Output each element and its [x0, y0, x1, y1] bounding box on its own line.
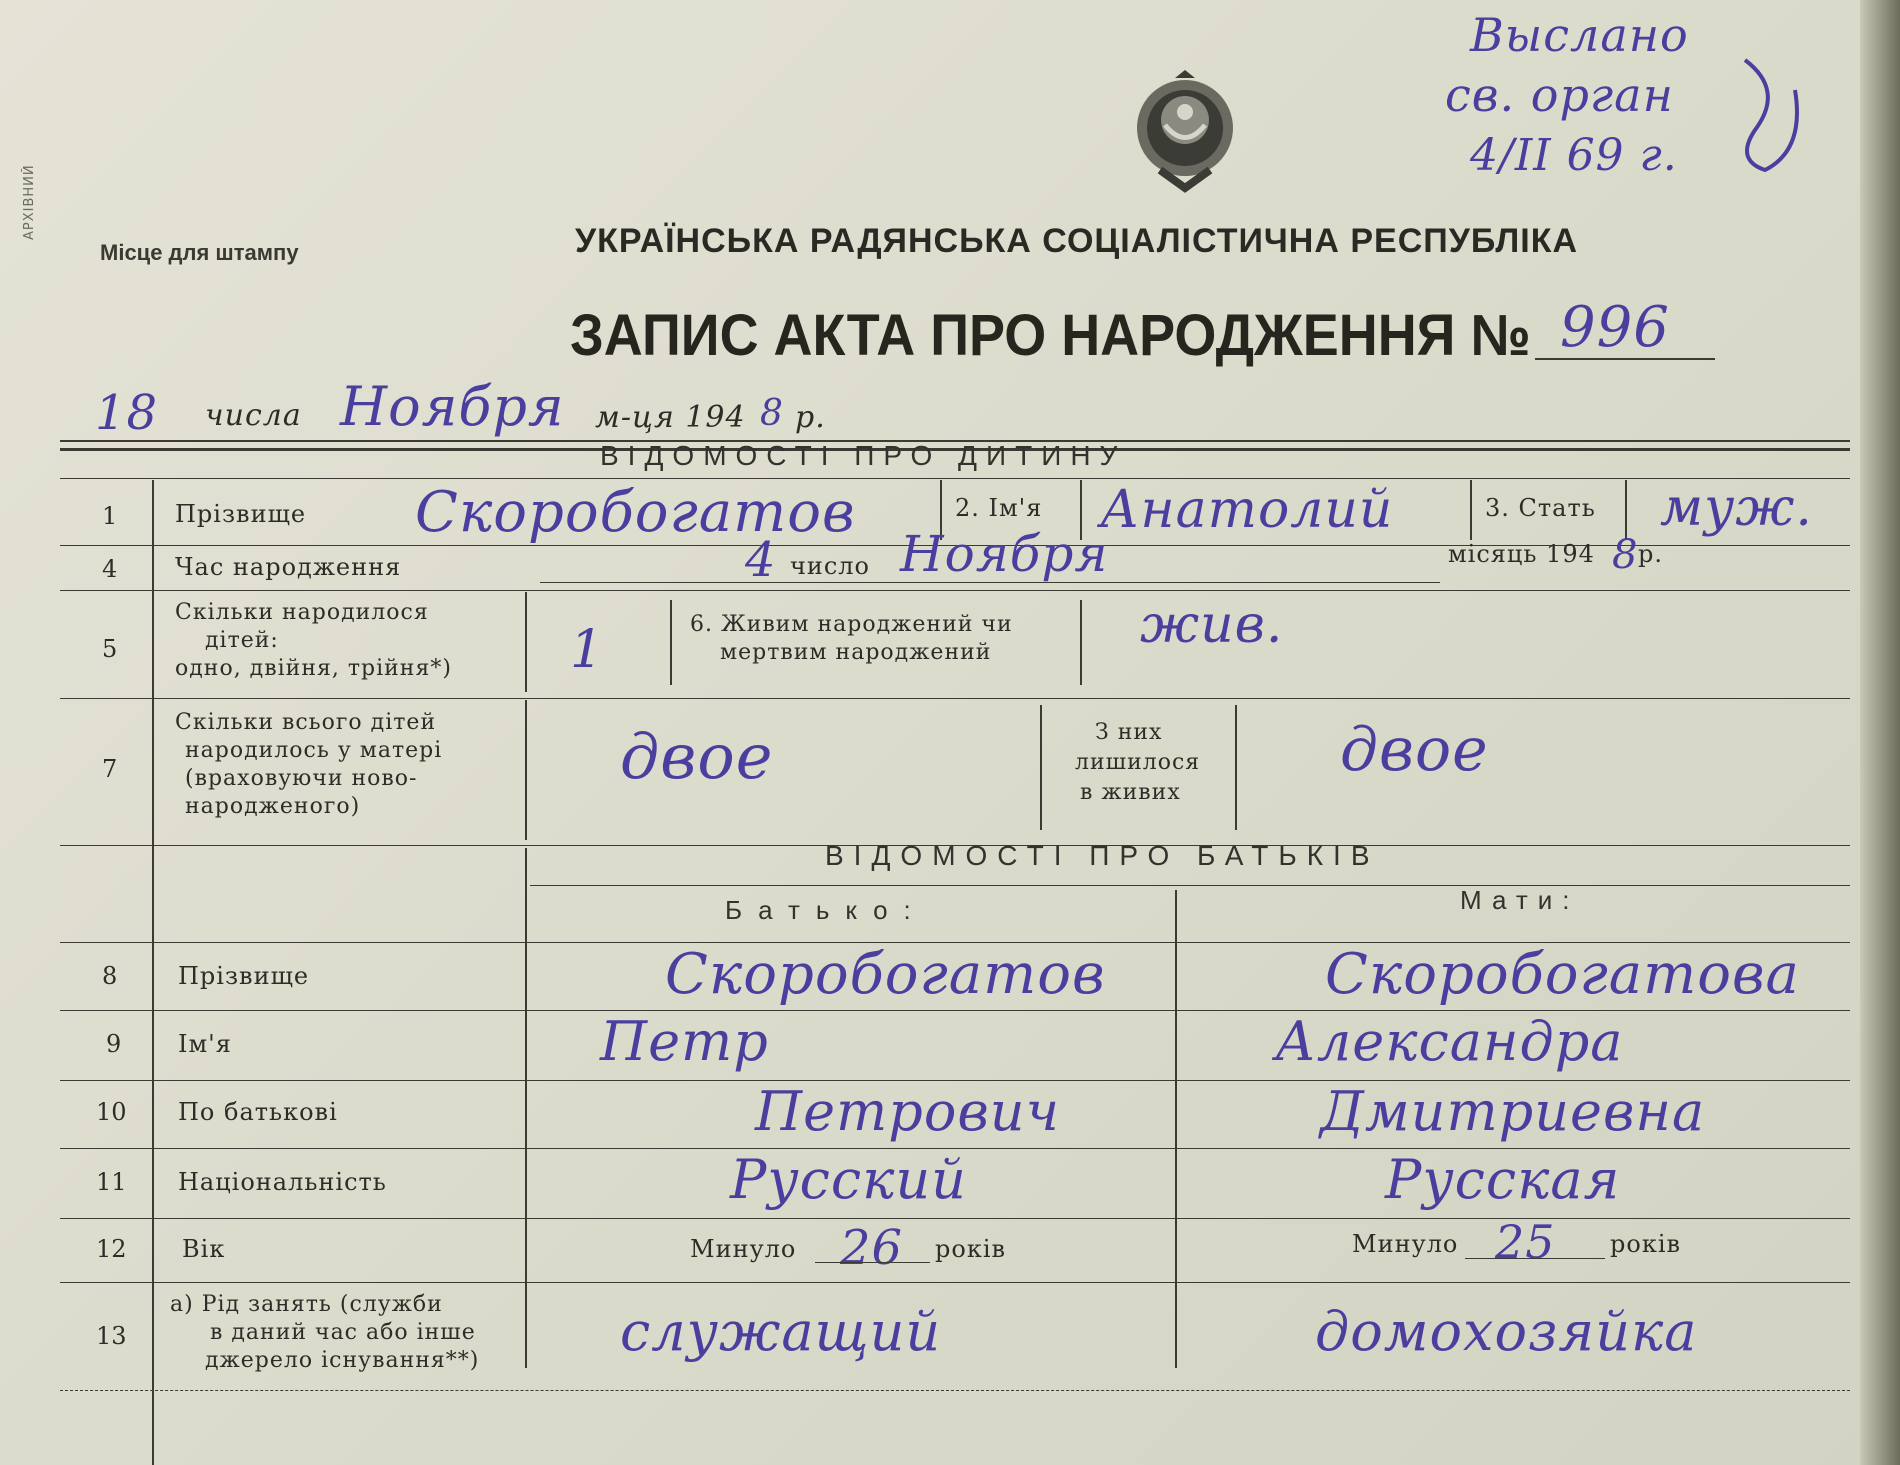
- document-title: ЗАПИС АКТА ПРО НАРОДЖЕННЯ №: [570, 303, 1531, 368]
- father-mother-divider: [1175, 890, 1177, 1368]
- children-born-count[interactable]: 1: [570, 620, 605, 680]
- row7-label-l2: народилось у матері: [185, 738, 443, 763]
- row4-label: Час народження: [175, 553, 402, 581]
- row10-number: 10: [96, 1098, 127, 1126]
- row13-label-l1: а) Рід занять (служби: [170, 1292, 443, 1317]
- row7-div-b: [1040, 705, 1042, 830]
- father-occupation[interactable]: служащий: [620, 1300, 942, 1363]
- father-age-underline: [815, 1262, 930, 1263]
- child-section-header: ВІДОМОСТІ ПРО ДИТИНУ: [600, 440, 1127, 471]
- row7-label-l1: Скільки всього дітей: [175, 710, 437, 735]
- row12-number: 12: [96, 1235, 127, 1263]
- date-year-digit: 8: [760, 393, 784, 434]
- sent-note-line2: св. орган: [1445, 68, 1674, 122]
- row5-number: 5: [102, 635, 118, 663]
- row6-label-l1: 6. Живим народжений чи: [690, 612, 1013, 637]
- state-emblem: [1125, 70, 1245, 195]
- row13-bottom: [60, 1390, 1850, 1391]
- row4-number: 4: [102, 555, 118, 583]
- row5-div-b: [670, 600, 672, 685]
- father-surname[interactable]: Скоробогатов: [665, 942, 1106, 1007]
- stamp-place-label: Місце для штампу: [100, 240, 299, 265]
- row5-div-a: [525, 592, 527, 692]
- child-header-line: [60, 478, 1850, 479]
- row1-label: Прізвище: [175, 500, 307, 528]
- row7-div-a: [525, 700, 527, 840]
- row6-label-l2: мертвим народжений: [720, 640, 992, 665]
- num-col-divider: [152, 480, 154, 1465]
- row13-label-l2: в даний час або інше: [210, 1320, 476, 1345]
- row7-div-c: [1235, 705, 1237, 830]
- mother-header: Мати:: [1460, 885, 1580, 915]
- father-patronymic[interactable]: Петрович: [755, 1080, 1061, 1143]
- row2-label: 2. Ім'я: [955, 494, 1043, 522]
- date-day: 18: [95, 385, 159, 441]
- father-nationality[interactable]: Русский: [730, 1148, 967, 1211]
- row3-label: 3. Стать: [1485, 494, 1596, 522]
- row9-number: 9: [106, 1030, 122, 1058]
- binding-edge: [1860, 0, 1900, 1465]
- row7-sub-l2: лишилося: [1075, 750, 1201, 775]
- row9-label: Ім'я: [178, 1030, 232, 1058]
- row13-label-l3: джерело існування**): [205, 1348, 480, 1373]
- row6-div: [1080, 600, 1082, 685]
- birth-month[interactable]: Ноября: [900, 525, 1109, 583]
- row7-sub-l3: в живих: [1080, 780, 1181, 805]
- birth-day-label: число: [790, 552, 870, 580]
- mother-age-prefix: Минуло: [1352, 1230, 1459, 1258]
- date-year-suffix: р.: [795, 400, 826, 435]
- birth-month-label: місяць 194: [1448, 540, 1595, 568]
- child-surname[interactable]: Скоробогатов: [415, 480, 856, 545]
- row7-sub-l1: З них: [1095, 720, 1163, 745]
- father-age-prefix: Минуло: [690, 1235, 797, 1263]
- row8-label: Прізвище: [178, 962, 310, 990]
- father-age[interactable]: 26: [840, 1220, 904, 1276]
- row7-number: 7: [102, 755, 118, 783]
- mother-age[interactable]: 25: [1495, 1215, 1556, 1269]
- total-children-born[interactable]: двое: [620, 720, 774, 793]
- row13-number: 13: [96, 1322, 127, 1350]
- mother-age-underline: [1465, 1258, 1605, 1259]
- children-surviving[interactable]: двое: [1340, 715, 1489, 785]
- mother-patronymic[interactable]: Дмитриевна: [1320, 1080, 1706, 1143]
- mother-nationality[interactable]: Русская: [1385, 1148, 1621, 1211]
- row10-label: По батькові: [178, 1098, 338, 1126]
- father-header: Батько:: [725, 895, 927, 925]
- record-number: 996: [1560, 295, 1670, 360]
- row5-label-l2: дітей:: [205, 628, 279, 653]
- father-age-suffix: років: [935, 1235, 1006, 1263]
- birth-year-digit[interactable]: 8: [1612, 532, 1639, 578]
- date-month-label: м-ця 194: [595, 400, 746, 435]
- mother-age-suffix: років: [1610, 1230, 1681, 1258]
- row1-div-d: [1625, 480, 1627, 540]
- row5-bottom: [60, 698, 1850, 699]
- live-or-stillborn[interactable]: жив.: [1140, 595, 1284, 655]
- mother-name[interactable]: Александра: [1275, 1010, 1624, 1073]
- row8-number: 8: [102, 962, 118, 990]
- parents-header-line: [530, 885, 1850, 886]
- birth-date-underline: [540, 582, 1440, 583]
- mother-occupation[interactable]: домохозяйка: [1315, 1300, 1698, 1363]
- row12-label: Вік: [182, 1235, 226, 1263]
- row5-label-l1: Скільки народилося: [175, 600, 429, 625]
- record-number-underline: [1535, 358, 1715, 360]
- row1-div-c: [1470, 480, 1472, 540]
- child-sex[interactable]: муж.: [1660, 478, 1813, 538]
- parents-label-col: [525, 848, 527, 1368]
- side-margin-text: АРХІВНИЙ: [22, 164, 37, 240]
- signature-mark: [1725, 50, 1815, 180]
- row7-label-l4: народженого): [185, 794, 361, 819]
- birth-year-suffix: р.: [1638, 540, 1663, 568]
- mother-surname[interactable]: Скоробогатова: [1325, 942, 1800, 1007]
- child-name[interactable]: Анатолий: [1100, 480, 1394, 540]
- sent-note-line1: Выслано: [1470, 8, 1689, 62]
- row1-number: 1: [102, 502, 118, 530]
- row11-label: Національність: [178, 1168, 387, 1196]
- birth-day[interactable]: 4: [745, 532, 777, 588]
- row7-label-l3: (враховуючи ново-: [185, 766, 418, 791]
- father-name[interactable]: Петр: [600, 1010, 769, 1073]
- row12-bottom: [60, 1282, 1850, 1283]
- republic-heading: УКРАЇНСЬКА РАДЯНСЬКА СОЦІАЛІСТИЧНА РЕСПУБЛІКА: [575, 222, 1579, 260]
- row11-bottom: [60, 1218, 1850, 1219]
- row11-number: 11: [96, 1168, 127, 1196]
- sent-note-line3: 4/II 69 г.: [1470, 130, 1678, 181]
- row4-bottom: [60, 590, 1850, 591]
- parents-section-header: ВІДОМОСТІ ПРО БАТЬКІВ: [825, 840, 1380, 871]
- date-day-label: числа: [205, 398, 302, 433]
- date-month: Ноября: [340, 375, 565, 438]
- row5-label-l3: одно, двійня, трійня*): [175, 656, 452, 681]
